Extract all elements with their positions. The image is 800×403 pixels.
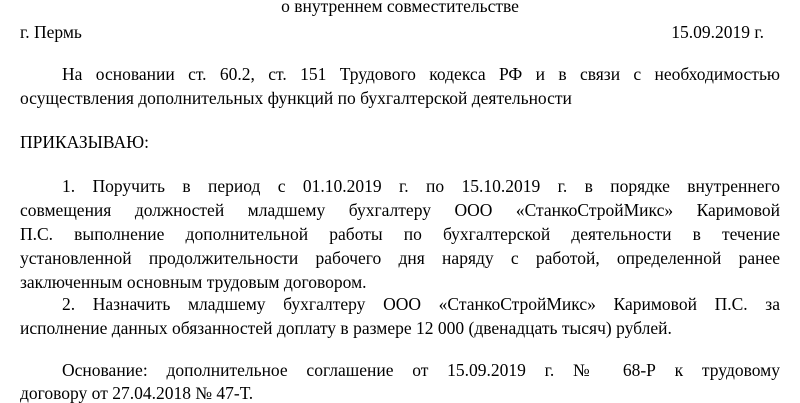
item-1-line-2: совмещения должностей младшему бухгалтеру ООО «СтанкоСтройМикс» Каримовой [20,200,780,220]
preamble-line-2: осуществления дополнительных функций по бухгалтерской деятельности [20,88,572,108]
preamble-line-1: На основании ст. 60.2, ст. 151 Трудового кодекса РФ и в связи с необходимостью [62,64,780,84]
basis-line-2: договору от 27.04.2018 № 47-Т. [20,383,254,403]
document-city: г. Пермь [20,22,82,42]
basis-line-1: Основание: дополнительное соглашение от 15.09.2019 г. № 68-Р к трудовому [62,360,780,380]
item-2-line-2: исполнение данных обязанностей доплату в размере 12 000 (двенадцать тысяч) рублей. [20,318,672,338]
item-1-line-4: установленной продолжительности рабочего дня наряду с работой, определенной ранее [20,248,780,268]
item-2-line-1: 2. Назначить младшему бухгалтеру ООО «СтанкоСтройМикс» Каримовой П.С. за [62,294,780,314]
item-1-line-3: П.С. выполнение дополнительной работы по бухгалтерской деятельности в течение [20,224,780,244]
document-date: 15.09.2019 г. [671,22,764,42]
order-heading: ПРИКАЗЫВАЮ: [20,132,149,152]
document-subtitle: о внутреннем совместительстве [281,0,519,16]
item-1-line-1: 1. Поручить в период с 01.10.2019 г. по 15.10.2019 г. в порядке внутреннего [62,176,780,196]
item-1-line-5: заключенным основным трудовым договором. [20,272,367,292]
